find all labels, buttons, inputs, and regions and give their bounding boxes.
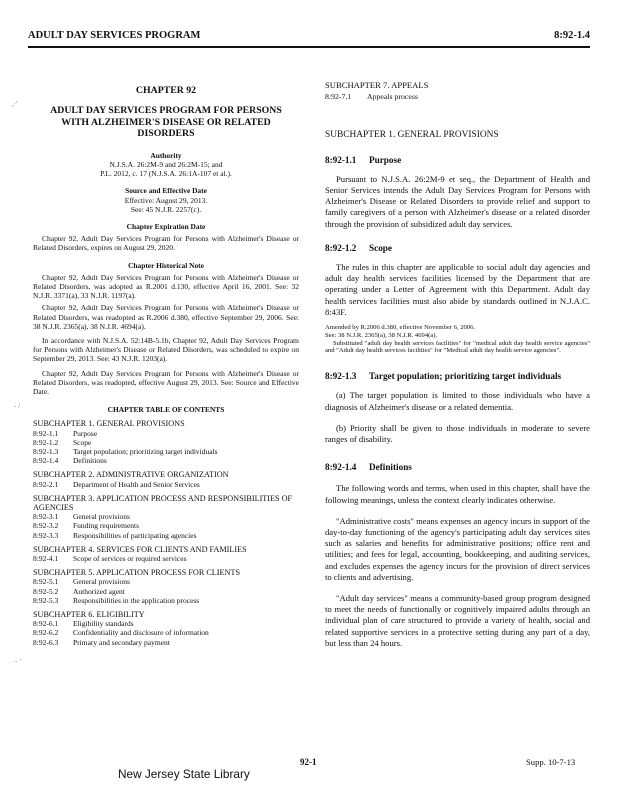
toc-item: 8:92-6.2 Confidentiality and disclosure of information: [33, 628, 209, 638]
section-text: Pursuant to N.J.S.A. 26:2M-9 et seq., the Department of Health and Senior Services intends the Adult Day Services Program for Persons with Alzheimer's Disease or Related Disorders to provide relief and support to family caregivers of a person with Alzheimer's disease or a related disorder through the provision of subsidized adult day services.: [325, 173, 590, 229]
expiration-text: Chapter 92, Adult Day Services Program for Persons with Alzheimer's Disease or Related Disorders, expires on August 29, 2020.: [33, 234, 299, 253]
toc-item: 8:92-1.3 Target population; prioritizing target individuals: [33, 446, 218, 456]
definition-text: "Administrative costs" means expenses an agency incurs in support of the day-to-day functioning of the agency's participating adult day services sites such as salaries and benefits for administrative positions; office rent and utilities; and fees for legal, accounting, bookkeeping, and auditing services, and excludes expenses the agency incurs for the provision of direct services to clients and advertising.: [325, 515, 590, 582]
toc-item: 8:92-5.2 Authorized agent: [33, 586, 125, 596]
toc-subchapter: [33, 470, 299, 488]
supplement-date: Supp. 10-7-13: [526, 757, 576, 767]
authority-line: N.J.S.A. 26:2M-9 and 26:2M-15; and: [109, 159, 223, 169]
history-paragraph: Chapter 92, Adult Day Services Program for Persons with Alzheimer's Disease or Related Disorders, was readopted as R.2006 d.380, effective September 29, 2006. See: 38 N.J.R. 2365(a), 38 N.J.R. 4694(a).: [33, 303, 299, 331]
library-stamp: New Jersey State Library: [118, 767, 250, 781]
toc-item: 8:92-2.1 Department of Health and Senior Services: [33, 479, 200, 489]
header-title: ADULT DAY SERVICES PROGRAM: [28, 30, 201, 41]
toc-subchapter: [33, 545, 299, 563]
toc-item: 8:92-5.1 General provisions: [33, 577, 130, 587]
toc-item: 8:92-6.3 Primary and secondary payment: [33, 637, 170, 647]
chapter-title: ADULT DAY SERVICES PROGRAM FOR PERSONS WITH ALZHEIMER'S DISEASE OR RELATED DISORDERS: [50, 105, 282, 140]
toc-subchapter-title: SUBCHAPTER 2. ADMINISTRATIVE ORGANIZATION: [33, 470, 229, 480]
definition-text: "Adult day services" means a community-based group program designed to meet the needs of functionally or cognitively impaired adults through an individual plan of care structured to provide a variety of health, social and related supportive services in a protective setting during any part of a day, but less than 24 hours.: [325, 593, 590, 648]
section-heading: 8:92-1.3 Target population; prioritizing target individuals: [325, 371, 562, 382]
page-number: 92-1: [300, 757, 317, 767]
toc-subchapter-title: SUBCHAPTER 4. SERVICES FOR CLIENTS AND FAMILIES: [33, 544, 247, 554]
toc-subchapter: [33, 610, 299, 647]
toc-subchapter: [33, 494, 299, 540]
toc-item: 8:92-1.2 Scope: [33, 437, 92, 447]
toc-item: 8:92-1.1 Purpose: [33, 428, 98, 438]
history-paragraph: In accordance with N.J.S.A. 52:14B-5.1b, Chapter 92, Adult Day Services Program for Persons with Alzheimer's Disease or Related Disorders, was scheduled to expire on September 29, 2013. See: 43 N.J.R. 1203(a).: [33, 335, 299, 364]
source-line: Effective: August 29, 2013.: [124, 195, 208, 205]
source-line: See: 45 N.J.R. 2257(c).: [130, 204, 202, 214]
toc-subchapter-7-title: SUBCHAPTER 7. APPEALS: [325, 80, 429, 90]
toc-item: 8:92-3.2 Funding requirements: [33, 521, 140, 531]
toc-item: 8:92-3.3 Responsibilities of participating agencies: [33, 530, 197, 540]
section-text: The rules in this chapter are applicable to social adult day agencies and adult day health services facilities licensed by the Department that are operating under a Letter of Agreement with this Department. Adult day health services facilities must also abide by standards outlined in N.J.A.C. 8:43F.: [325, 262, 590, 317]
toc-subchapter: [33, 419, 299, 465]
history-paragraph: Chapter 92, Adult Day Services Program for Persons with Alzheimer's Disease or Related Disorders, was readopted, effective August 29, 2013. See: Source and Effective Date.: [33, 368, 299, 396]
header-section: 8:92-1.4: [554, 30, 590, 41]
toc-item: 8:92-3.1 General provisions: [33, 512, 130, 522]
scan-mark: .. ·: [14, 656, 22, 664]
toc-item: 8:92-7.1 Appeals process: [325, 92, 418, 102]
section-heading: 8:92-1.1 Purpose: [325, 154, 402, 165]
scan-mark: ,·': [12, 100, 18, 108]
section-text: (a) The target population is limited to those individuals who have a diagnosis of Alzheimer's disease or a related dementia.: [325, 390, 590, 412]
toc-item: 8:92-5.3 Responsibilities in the application process: [33, 595, 200, 605]
section-heading: 8:92-1.4 Definitions: [325, 462, 412, 473]
toc-heading: CHAPTER TABLE OF CONTENTS: [107, 405, 225, 415]
toc-subchapter-title: SUBCHAPTER 3. APPLICATION PROCESS AND RESPONSIBILITIES OF AGENCIES: [33, 493, 293, 512]
toc-item: 8:92-4.1 Scope of services or required services: [33, 554, 187, 564]
header-rule: [28, 46, 590, 48]
toc-subchapter-title: SUBCHAPTER 5. APPLICATION PROCESS FOR CLIENTS: [33, 568, 241, 578]
section-heading: 8:92-1.2 Scope: [325, 242, 392, 253]
subchapter-heading: SUBCHAPTER 1. GENERAL PROVISIONS: [325, 130, 499, 141]
toc-subchapter: [33, 568, 299, 605]
toc-subchapter-title: SUBCHAPTER 1. GENERAL PROVISIONS: [33, 419, 185, 429]
section-text: The following words and terms, when used in this chapter, shall have the following meanings, unless the context clearly indicates otherwise.: [325, 483, 590, 505]
history-paragraph: Chapter 92, Adult Day Services Program for Persons with Alzheimer's Disease or Related Disorders, was adopted as R.2001 d.130, effective April 16, 2001. See: 32 N.J.R. 3371(a), 33 N.J.R. 1197(a).: [33, 272, 299, 301]
history-heading: Chapter Historical Note: [128, 260, 204, 270]
chapter-number: CHAPTER 92: [135, 85, 197, 96]
expiration-heading: Chapter Expiration Date: [126, 221, 206, 231]
authority-line: P.L. 2012, c. 17 (N.J.S.A. 26:1A-107 et al.).: [100, 169, 232, 179]
toc-item: 8:92-1.4 Definitions: [33, 456, 107, 466]
toc-item: 8:92-6.1 Eligibility standards: [33, 619, 134, 629]
amendment-note: Amended by R.2006 d.380, effective November 6, 2006. See: 38 N.J.R. 2365(a), 38 N.J.R. 4694(a). Substituted "adult day health services facilities" for "medical adult day health service agencies" and "Adult day health services facilities" for "Medical adult day health service agencies".: [325, 324, 590, 355]
authority-heading: Authority: [150, 150, 182, 160]
left-column: [33, 86, 299, 647]
section-text: (b) Priority shall be given to those individuals in moderate to severe ranges of disability.: [325, 422, 590, 445]
toc-subchapter-title: SUBCHAPTER 6. ELIGIBILITY: [33, 610, 145, 620]
source-heading: Source and Effective Date: [125, 186, 207, 196]
scan-mark: - /: [14, 402, 21, 410]
right-column: [325, 80, 590, 649]
running-header: [28, 30, 590, 44]
